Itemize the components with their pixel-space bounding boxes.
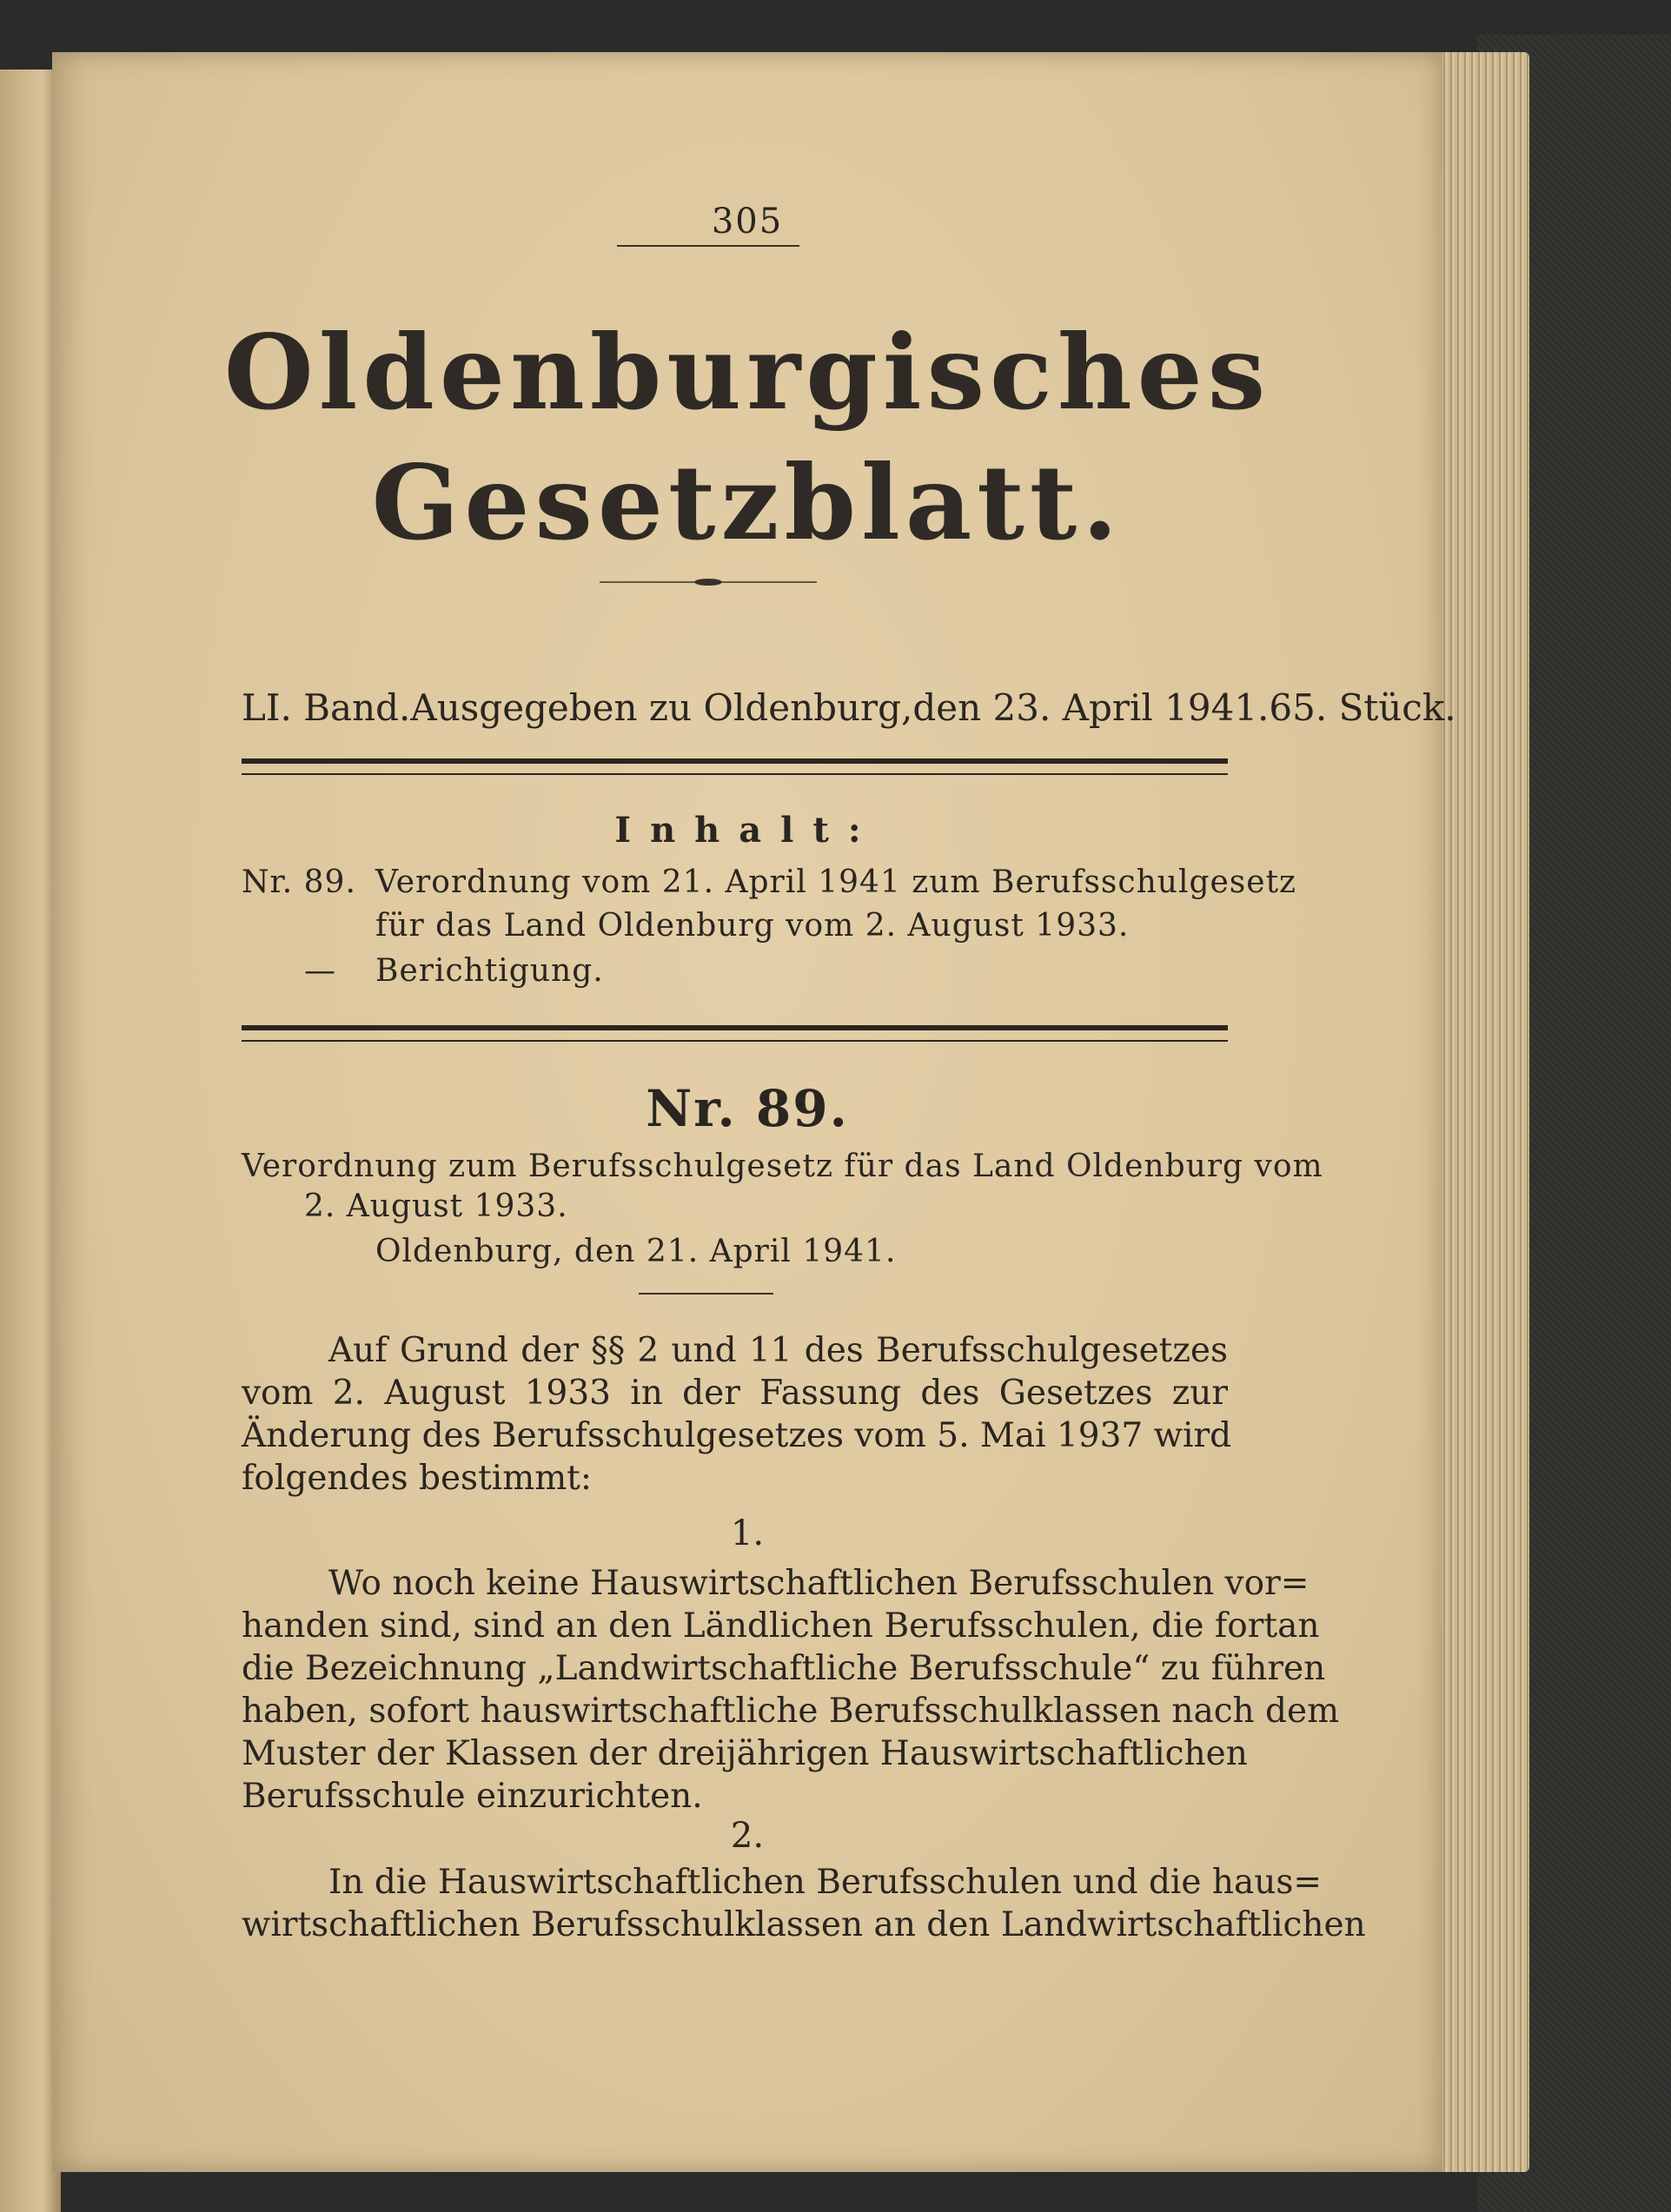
document-page [52, 52, 1456, 2172]
header-double-rule [242, 758, 1228, 775]
title-line-1: Oldenburgisches [223, 312, 1271, 433]
text-line: die Bezeichnung „Landwirtschaftliche Berufsschule“ zu führen [242, 1649, 1326, 1688]
section-2-paragraph [242, 1861, 1366, 1946]
page-number-rule [617, 245, 799, 247]
text-line: folgendes bestimmt: [242, 1459, 592, 1498]
text-line: handen sind, sind an den Ländlichen Berufsschulen, die fortan [242, 1606, 1320, 1646]
page-edges [1434, 52, 1529, 2172]
text-line: vom 2. August 1933 in der Fassung des Gesetzes zur [242, 1374, 1228, 1413]
text-line: Berufsschule einzurichten. [242, 1777, 703, 1816]
toc-entry-dash: — [304, 953, 336, 989]
toc-entry-line-1: Verordnung vom 21. April 1941 zum Berufsschulgesetz [375, 864, 1297, 900]
ornament-divider [600, 577, 817, 587]
text-line: Muster der Klassen der dreijährigen Hauswirtschaftlichen [242, 1734, 1248, 1773]
toc-entry-2: Berichtigung. [375, 953, 604, 989]
regulation-title-line-1: Verordnung zum Berufsschulgesetz für das Land Oldenburg vom [242, 1149, 1323, 1184]
issue-place: Ausgegeben zu Oldenburg, [410, 686, 913, 729]
intro-paragraph [242, 1329, 1232, 1500]
text-line: Änderung des Berufsschulgesetzes vom 5. Mai 1937 wird [242, 1416, 1232, 1455]
toc-entry-line-2: für das Land Oldenburg vom 2. August 1933. [375, 908, 1130, 944]
section-2-number: 2. [730, 1816, 765, 1856]
dateline-rule [639, 1293, 773, 1295]
title-line-2: Gesetzblatt. [371, 442, 1124, 563]
regulation-number: Nr. 89. [646, 1079, 849, 1138]
text-line: Auf Grund der §§ 2 und 11 des Berufsschulgesetzes [328, 1331, 1228, 1370]
issue-date: den 23. April 1941. [912, 686, 1270, 729]
section-1-number: 1. [730, 1513, 765, 1553]
text-line: wirtschaftlichen Berufsschulklassen an den Landwirtschaftlichen [242, 1905, 1366, 1944]
issue-line [242, 686, 1456, 729]
toc-entry-number: Nr. 89. [242, 864, 356, 900]
toc-double-rule [242, 1025, 1228, 1042]
page-number: 305 [711, 202, 784, 242]
regulation-dateline: Oldenburg, den 21. April 1941. [375, 1234, 897, 1269]
regulation-title-line-2: 2. August 1933. [304, 1189, 568, 1224]
toc-heading: Inhalt: [614, 810, 880, 851]
text-line: Wo noch keine Hauswirtschaftlichen Berufsschulen vor= [328, 1564, 1310, 1603]
volume-label: LI. Band. [242, 686, 411, 729]
text-line: haben, sofort hauswirtschaftliche Berufsschulklassen nach dem [242, 1692, 1340, 1731]
text-line: In die Hauswirtschaftlichen Berufsschulen und die haus= [328, 1863, 1323, 1902]
issue-piece: 65. Stück. [1269, 686, 1456, 729]
section-1-paragraph [242, 1562, 1340, 1818]
